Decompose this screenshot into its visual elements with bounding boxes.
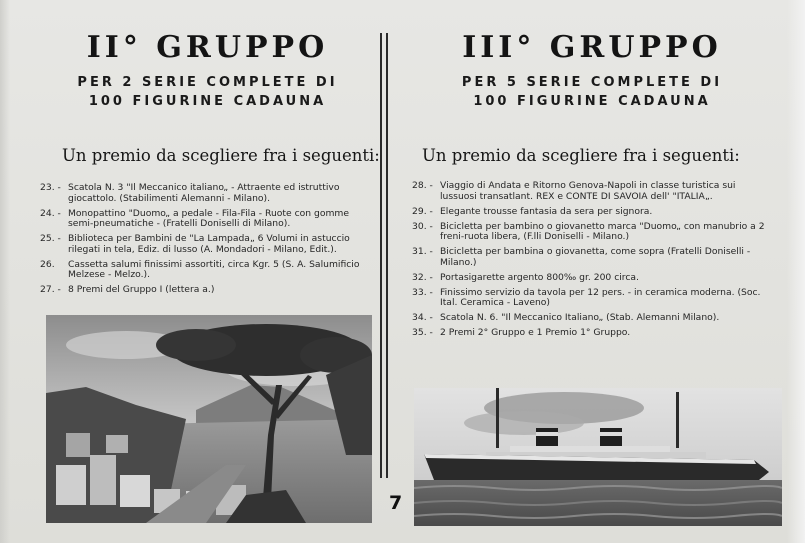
prize-item bbox=[412, 313, 772, 324]
scan-left-edge bbox=[0, 0, 10, 543]
prize-number: 24. - bbox=[40, 207, 61, 219]
page-number: 7 bbox=[389, 492, 403, 514]
prize-number: 32. - bbox=[412, 271, 433, 283]
prize-description: 2 Premi 2° Gruppo e 1 Premio 1° Gruppo. bbox=[440, 327, 631, 338]
scan-right-edge bbox=[787, 0, 805, 543]
prize-item bbox=[40, 183, 375, 204]
prize-description: Finissimo servizio da tavola per 12 pers. - in ceramica moderna. (Soc. Ital. Ceramica - Laveno) bbox=[440, 286, 761, 308]
prize-description: Viaggio di Andata e Ritorno Genova-Napoli in classe turistica sui lussuosi transatlant. REX e CONTE DI SAVOIA dell' "ITALIA„. bbox=[440, 180, 736, 202]
right-column bbox=[412, 0, 772, 343]
right-prize-list bbox=[412, 181, 772, 339]
left-group-title: II° GRUPPO bbox=[86, 30, 329, 65]
prize-number: 29. - bbox=[412, 205, 433, 217]
prize-item bbox=[412, 328, 772, 339]
prize-description: Scatola N. 6. "Il Meccanico Italiano„ (Stab. Alemanni Milano). bbox=[440, 312, 720, 323]
prize-item bbox=[412, 247, 772, 268]
right-subtitle-line2: 100 FIGURINE CADAUNA bbox=[473, 94, 711, 109]
right-group-title: III° GRUPPO bbox=[462, 30, 722, 65]
left-column bbox=[40, 0, 380, 300]
prize-item bbox=[40, 260, 375, 281]
left-subtitle-line2: 100 FIGURINE CADAUNA bbox=[88, 94, 327, 109]
prize-number: 31. - bbox=[412, 246, 433, 257]
prize-item bbox=[412, 288, 772, 309]
prize-description: Biblioteca per Bambini de "La Lampada„ 6 Volumi in astuccio rilegati in tela, Ediz. di lusso (A. Mondadori - Milano, Edit.). bbox=[68, 233, 350, 255]
prize-item bbox=[412, 222, 772, 243]
prize-description: Portasigarette argento 800‰ gr. 200 circa. bbox=[440, 271, 639, 283]
prize-number: 27. - bbox=[40, 284, 61, 295]
prize-number: 34. - bbox=[412, 312, 433, 323]
ocean-liner-photo bbox=[414, 388, 782, 526]
prize-number: 35. - bbox=[412, 327, 433, 338]
prize-description: Bicicletta per bambino o giovanetto marca "Duomo„ con manubrio a 2 freni-ruota libera, (F.lli Doniselli - Milano.) bbox=[440, 220, 765, 242]
right-group-subtitle bbox=[412, 73, 772, 111]
column-divider-line bbox=[380, 33, 382, 478]
naples-bay-illustration bbox=[46, 315, 372, 523]
right-subtitle-line1: PER 5 SERIE COMPLETE DI bbox=[461, 75, 723, 90]
prize-item bbox=[412, 207, 772, 218]
prize-number: 26. bbox=[40, 258, 55, 270]
ocean-liner-illustration bbox=[414, 388, 782, 526]
prize-description: Scatola N. 3 "Il Meccanico italiano„ - Attraente ed istruttivo giocattolo. (Stabilimenti Alemanni - Milano). bbox=[68, 182, 340, 204]
prize-number: 28. - bbox=[412, 180, 433, 191]
prize-description: Monopattino "Duomo„ a pedale - Fila-Fila - Ruote con gomme semi-pneumatiche - (Fratelli Doniselli di Milano). bbox=[68, 207, 350, 229]
prize-number: 23. - bbox=[40, 182, 61, 193]
prize-number: 30. - bbox=[412, 220, 433, 232]
prize-description: Bicicletta per bambina o giovanetta, come sopra (Fratelli Doniselli - Milano.) bbox=[440, 246, 751, 268]
prize-number: 33. - bbox=[412, 286, 433, 298]
prize-number: 25. - bbox=[40, 233, 61, 244]
prize-item bbox=[412, 273, 772, 284]
prize-item bbox=[40, 234, 375, 255]
prize-description: Elegante trousse fantasia da sera per signora. bbox=[440, 205, 653, 217]
prize-description: 8 Premi del Gruppo I (lettera a.) bbox=[68, 284, 215, 295]
prize-description: Cassetta salumi finissimi assortiti, circa Kgr. 5 (S. A. Salumificio Melzese - Melzo.). bbox=[68, 258, 360, 280]
prize-item bbox=[40, 209, 375, 230]
left-subtitle-line1: PER 2 SERIE COMPLETE DI bbox=[77, 75, 338, 90]
left-group-subtitle bbox=[40, 73, 375, 111]
left-prize-list bbox=[40, 183, 375, 296]
prize-item bbox=[40, 285, 375, 296]
column-divider-line bbox=[386, 33, 388, 478]
naples-bay-photo bbox=[46, 315, 372, 523]
left-prize-heading: Un premio da scegliere fra i seguenti: bbox=[62, 146, 380, 165]
right-prize-heading: Un premio da scegliere fra i seguenti: bbox=[422, 146, 740, 165]
prize-item bbox=[412, 181, 772, 202]
